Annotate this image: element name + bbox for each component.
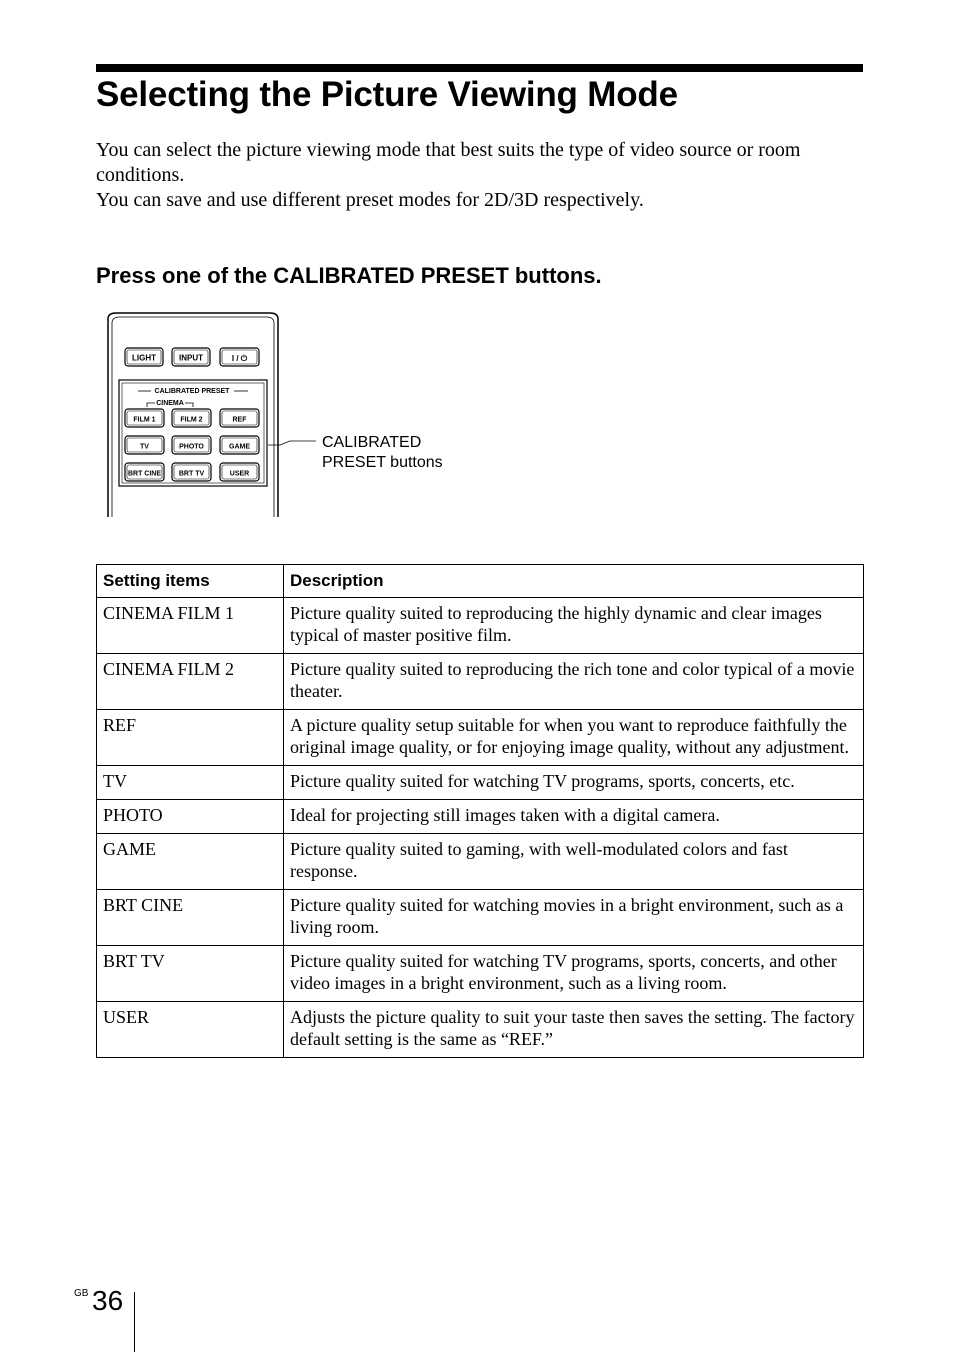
power-button: [220, 348, 259, 366]
table-row: [97, 834, 864, 890]
table-row: [97, 800, 864, 834]
preset-button-photo: [172, 436, 211, 454]
setting-description: Picture quality suited for watching TV programs, sports, concerts, and other video images in a bright environment, such as a living room.: [284, 946, 864, 1002]
preset-button-label: GAME: [229, 443, 250, 451]
setting-description: Picture quality suited to reproducing the rich tone and color typical of a movie theater.: [284, 654, 864, 710]
setting-description: Adjusts the picture quality to suit your taste then saves the setting. The factory default setting is the same as “REF.”: [284, 1002, 864, 1058]
preset-button-label: BRT CINE: [127, 470, 162, 478]
callout-label: [322, 433, 462, 473]
intro-text: [96, 138, 866, 213]
table-row: [97, 946, 864, 1002]
header-setting-items: Setting items: [97, 565, 284, 598]
preset-button-grid: [125, 409, 259, 481]
setting-item: CINEMA FILM 2: [97, 654, 284, 710]
page-number: 36: [92, 1285, 124, 1316]
setting-description: Picture quality suited to gaming, with well-modulated colors and fast response.: [284, 834, 864, 890]
intro-paragraph-2: You can save and use different preset modes for 2D/3D respectively.: [96, 189, 644, 211]
preset-button-ref: [220, 409, 259, 427]
preset-button-label: FILM 1: [133, 416, 156, 424]
power-button-label: I / ⏻: [231, 354, 248, 363]
preset-group-label: CALIBRATED PRESET: [154, 388, 230, 395]
table-row: [97, 1002, 864, 1058]
light-button-label: LIGHT: [132, 353, 156, 363]
preset-button-label: PHOTO: [179, 443, 204, 451]
setting-item: GAME: [97, 834, 284, 890]
region-code: GB: [74, 1288, 89, 1299]
table-row: [97, 710, 864, 766]
setting-item: TV: [97, 766, 284, 800]
cinema-label: CINEMA: [156, 400, 184, 407]
header-description: Description: [284, 565, 864, 598]
setting-item: BRT CINE: [97, 890, 284, 946]
preset-button-tv: [125, 436, 164, 454]
preset-button-user: [220, 463, 259, 481]
setting-description: A picture quality setup suitable for when you want to reproduce faithfully the original image quality, or for enjoying image quality, without any adjustment.: [284, 710, 864, 766]
setting-description: Picture quality suited for watching movies in a bright environment, such as a living room.: [284, 890, 864, 946]
preset-button-film-2: [172, 409, 211, 427]
callout-line-2: PRESET buttons: [322, 454, 443, 471]
preset-button-game: [220, 436, 259, 454]
preset-button-label: REF: [232, 416, 247, 424]
table-row: [97, 890, 864, 946]
page-title: Selecting the Picture Viewing Mode: [96, 75, 678, 114]
intro-paragraph-1: You can select the picture viewing mode that best suits the type of video source or room conditions.: [96, 139, 801, 186]
preset-button-label: FILM 2: [180, 416, 203, 424]
preset-button-label: BRT TV: [178, 470, 205, 478]
setting-description: Picture quality suited to reproducing the highly dynamic and clear images typical of master positive film.: [284, 598, 864, 654]
callout-line-1: CALIBRATED: [322, 434, 422, 451]
preset-button-label: USER: [229, 470, 250, 478]
table-header-row: [97, 565, 864, 598]
setting-item: BRT TV: [97, 946, 284, 1002]
light-button: [125, 348, 163, 366]
preset-button-brt-cine: [125, 463, 164, 481]
setting-item: CINEMA FILM 1: [97, 598, 284, 654]
title-rule: [96, 64, 863, 72]
callout-leader-line: [268, 441, 316, 445]
preset-button-label: TV: [140, 443, 149, 451]
remote-control-illustration: [100, 305, 460, 520]
table-row: [97, 654, 864, 710]
setting-item: REF: [97, 710, 284, 766]
input-button: [172, 348, 210, 366]
table-row: [97, 598, 864, 654]
table-row: [97, 766, 864, 800]
step-heading: Press one of the CALIBRATED PRESET buttons.: [96, 263, 602, 288]
setting-item: PHOTO: [97, 800, 284, 834]
preset-button-film-1: [125, 409, 164, 427]
remote-control-drawing: [100, 305, 460, 520]
preset-button-brt-tv: [172, 463, 211, 481]
settings-table: [96, 564, 864, 1058]
footer-rule: [134, 1292, 135, 1352]
setting-description: Picture quality suited for watching TV programs, sports, concerts, etc.: [284, 766, 864, 800]
setting-description: Ideal for projecting still images taken with a digital camera.: [284, 800, 864, 834]
setting-item: USER: [97, 1002, 284, 1058]
input-button-label: INPUT: [179, 353, 203, 363]
